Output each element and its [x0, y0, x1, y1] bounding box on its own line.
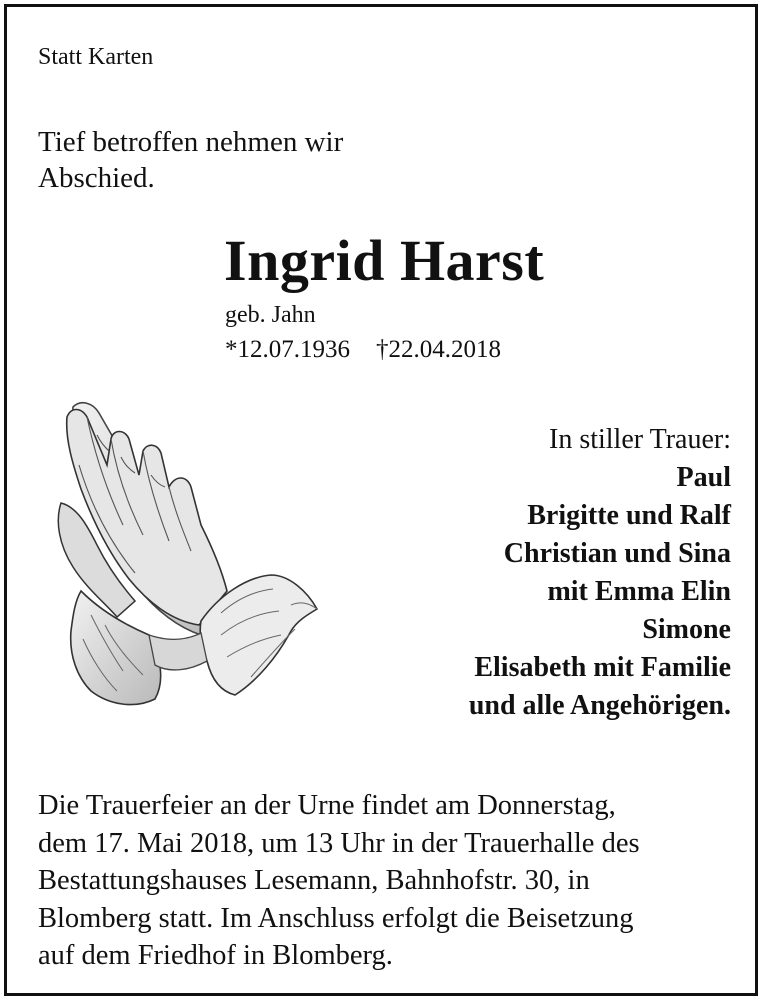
maiden-name: geb. Jahn: [225, 302, 316, 328]
service-line: Bestattungshauses Lesemann, Bahnhofstr. 30, in: [38, 865, 590, 896]
obituary-card: [4, 4, 758, 996]
intro-line: Abschied.: [38, 162, 155, 194]
mourners-heading: In stiller Trauer:: [549, 424, 731, 455]
service-line: Die Trauerfeier an der Urne findet am Donnerstag,: [38, 790, 616, 821]
mourner-name: Elisabeth mit Familie: [474, 652, 731, 683]
death-date: †22.04.2018: [376, 336, 501, 363]
praying-hands-icon: [51, 395, 323, 717]
mourner-name: Paul: [676, 462, 731, 493]
service-line: Blomberg statt. Im Anschluss erfolgt die Beisetzung: [38, 902, 634, 934]
deceased-name: Ingrid Harst: [224, 228, 545, 293]
mourner-name: Brigitte und Ralf: [527, 500, 731, 531]
mourner-name: und alle Angehörigen.: [468, 690, 731, 721]
service-info: [38, 787, 738, 975]
birth-date: *12.07.1936: [225, 336, 350, 363]
service-line: dem 17. Mai 2018, um 13 Uhr in der Trauerhalle des: [38, 827, 640, 859]
intro-line: Tief betroffen nehmen wir: [38, 126, 344, 158]
mourner-name: Christian und Sina: [503, 538, 731, 569]
mourners-block: [469, 421, 731, 725]
intro-text: [38, 124, 343, 196]
mourner-name: mit Emma Elin: [547, 576, 731, 607]
life-dates: [225, 335, 501, 365]
pre-label: Statt Karten: [38, 44, 154, 70]
mourner-name: Simone: [642, 614, 731, 645]
service-line: auf dem Friedhof in Blomberg.: [38, 940, 393, 971]
